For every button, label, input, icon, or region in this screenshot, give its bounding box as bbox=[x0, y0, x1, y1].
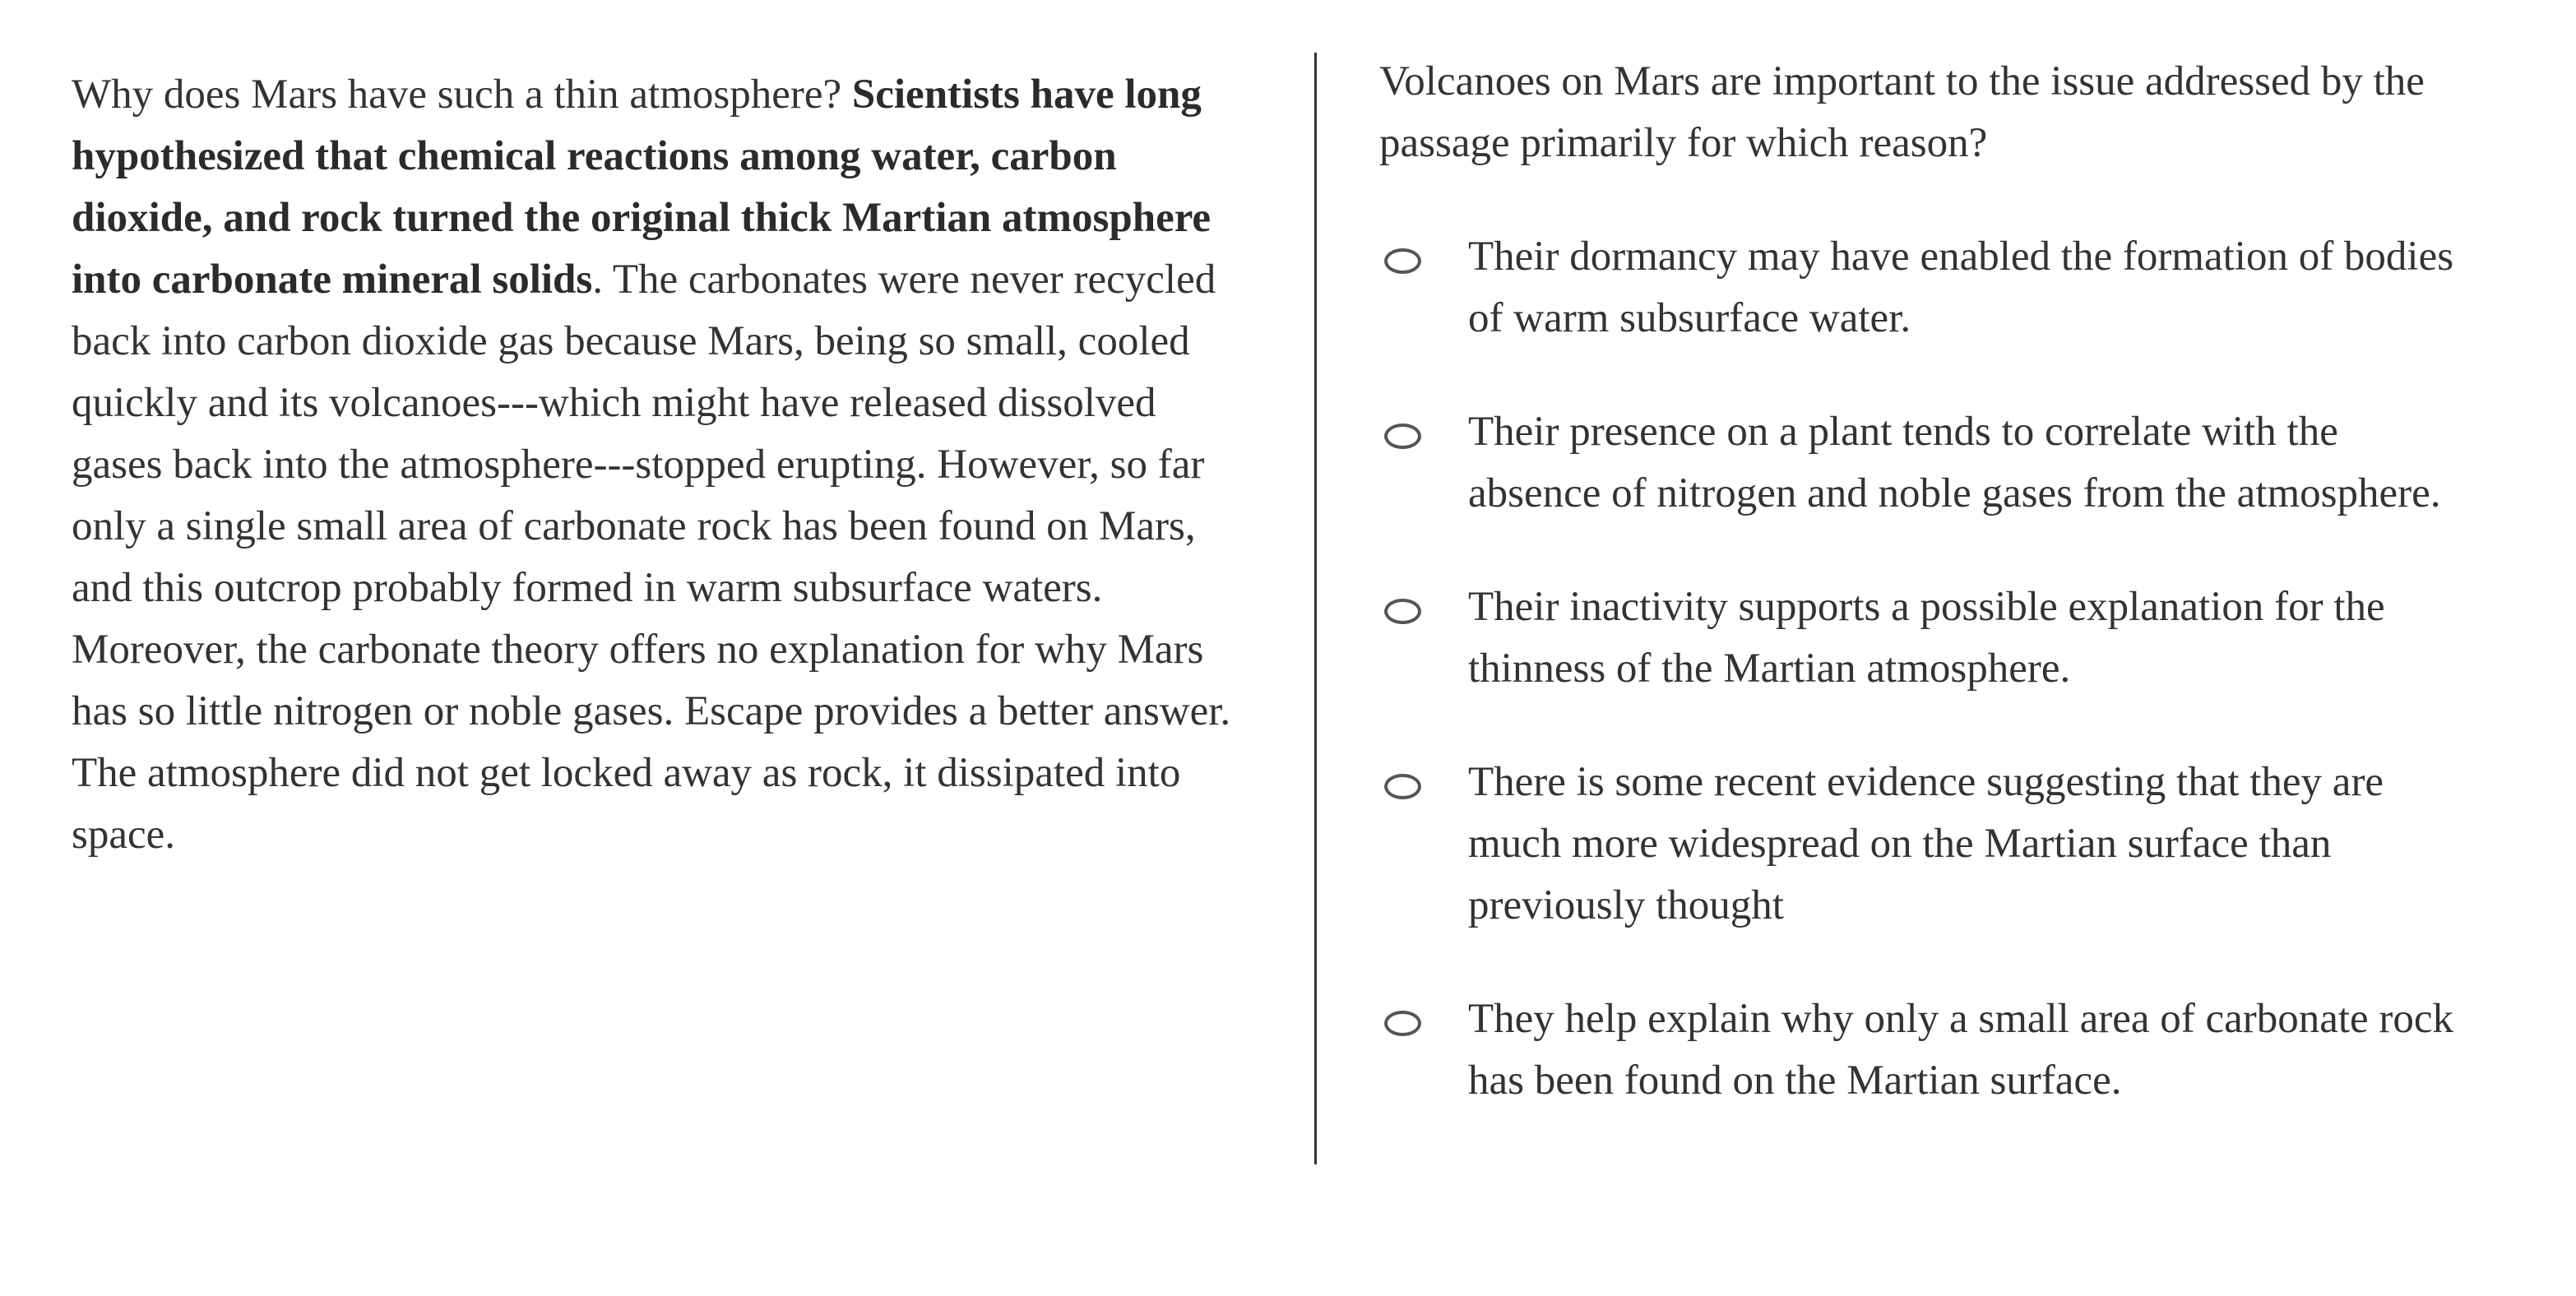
passage-rest: . The carbonates were never recycled back into carbon dioxide gas because Mars, being so small, cooled quickly and its volcanoes---which might have released dissolved gases back into the atmosphere---stopped erupting. However, so far only a single small area of carbonate rock has been found on Mars, and this outcrop probably formed in warm subsurface waters. Moreover, the carbonate theory offers no explanation for why Mars has so little nitrogen or noble gases. Escape provides a better answer. The atmosphere did not get locked away as rock, it dissipated into space. bbox=[72, 257, 1231, 858]
radio-button-icon[interactable] bbox=[1384, 248, 1421, 274]
answer-choice-b[interactable] bbox=[1379, 401, 2547, 525]
passage-intro: Why does Mars have such a thin atmosphere? bbox=[72, 72, 852, 118]
answer-choice-a[interactable] bbox=[1379, 226, 2547, 349]
answer-choice-label[interactable]: They help explain why only a small area of carbonate rock has been found on the Martian surface. bbox=[1468, 996, 2454, 1104]
answer-choice-label[interactable]: Their presence on a plant tends to correlate with the absence of nitrogen and noble gases from the atmosphere. bbox=[1468, 409, 2441, 516]
answer-choices bbox=[1379, 226, 2547, 1112]
pane-divider bbox=[1314, 53, 1317, 1164]
answer-choice-label[interactable]: There is some recent evidence suggesting that they are much more widespread on the Martian surface than previously thought bbox=[1468, 759, 2384, 928]
radio-button-icon[interactable] bbox=[1384, 424, 1421, 449]
answer-choice-label[interactable]: Their dormancy may have enabled the formation of bodies of warm subsurface water. bbox=[1468, 234, 2454, 341]
answer-choice-e[interactable] bbox=[1379, 988, 2547, 1112]
question-stem: Volcanoes on Mars are important to the issue addressed by the passage primarily for which reason? bbox=[1379, 58, 2425, 166]
passage-highlight: Scientists have long hypothesized that chemical reactions among water, carbon dioxide, and rock turned the original thick Martian atmosphere into carbonate mineral solids bbox=[72, 72, 1212, 303]
answer-choice-d[interactable] bbox=[1379, 752, 2547, 937]
passage-text bbox=[72, 64, 1256, 866]
radio-button-icon[interactable] bbox=[1384, 774, 1421, 799]
radio-button-icon[interactable] bbox=[1384, 1011, 1421, 1036]
answer-choice-label[interactable]: Their inactivity supports a possible explanation for the thinness of the Martian atmosphere. bbox=[1468, 584, 2385, 692]
question-pane bbox=[1379, 51, 2547, 1164]
radio-button-icon[interactable] bbox=[1384, 599, 1421, 624]
answer-choice-c[interactable] bbox=[1379, 576, 2547, 700]
